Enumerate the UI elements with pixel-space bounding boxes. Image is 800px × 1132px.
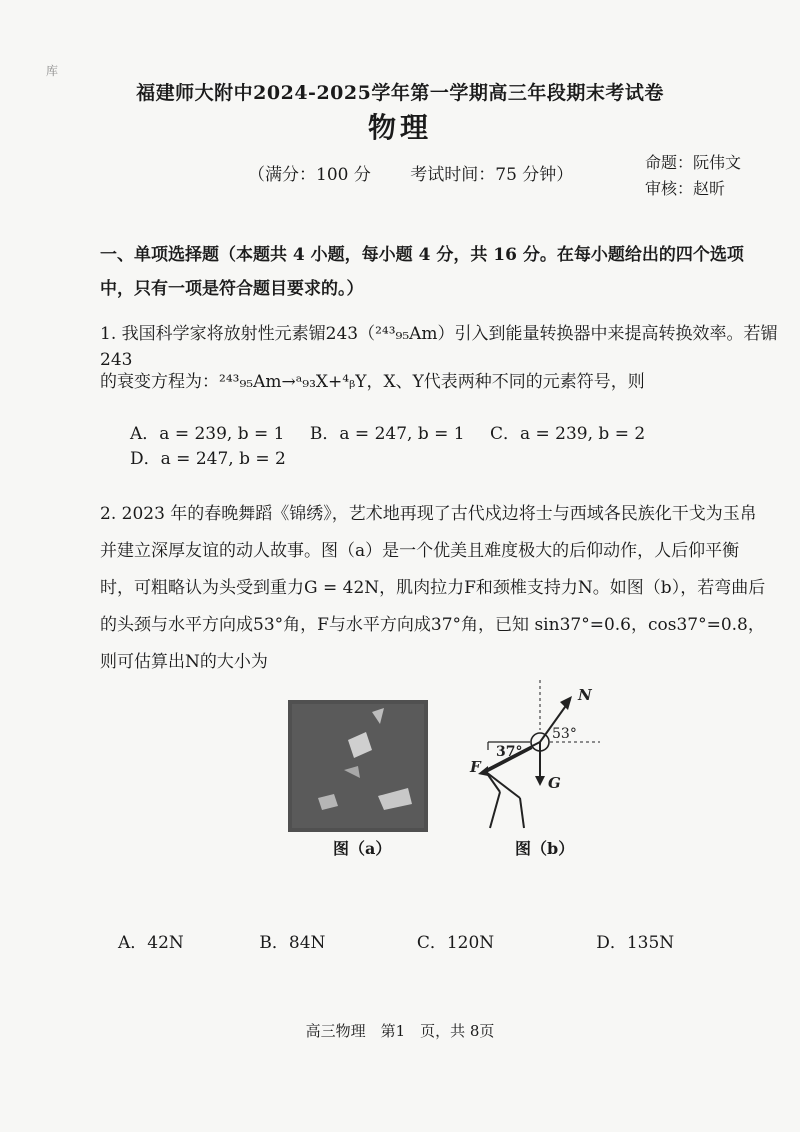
label-angle-37: 37° [496,744,523,760]
q1-option-a[interactable]: A．a = 239, b = 1 [130,424,285,444]
figure-b-caption: 图（b） [515,839,575,858]
author: 命题：阮伟文 [645,153,742,172]
figure-a-photo [288,700,428,832]
label-f: F [470,758,481,776]
question-1-line-1: 1. 我国科学家将放射性元素镅243（²⁴³₉₅Am）引入到能量转换器中来提高转换效率。若镅 243 [100,324,778,370]
reviewer: 审核：赵昕 [645,179,726,198]
q1-option-c[interactable]: C．a = 239, b = 2 [489,424,646,444]
authors-block [645,150,741,202]
q2-option-b[interactable]: B．84N [259,933,326,953]
full-score: （满分：100 分 [248,165,371,185]
label-g: G [548,774,561,792]
subject-title: 物理 [367,111,432,144]
label-n: N [578,686,592,704]
corner-mark: 库 [46,64,59,78]
q1-option-d[interactable]: D．a = 247, b = 2 [130,449,286,469]
exam-time: 考试时间：75 分钟） [410,165,574,185]
score-info [248,160,607,185]
dancer-photo-icon [288,700,428,832]
q2-option-c[interactable]: C．120N [416,933,495,953]
q1-option-b[interactable]: B．a = 247, b = 1 [309,424,465,444]
figure-a-caption: 图（a） [333,839,392,858]
question-2-options [118,928,674,953]
q2-option-d[interactable]: D．135N [596,933,675,953]
label-angle-53: 53° [552,726,577,742]
question-1-options [130,419,800,469]
section-heading: 一、单项选择题（本题共 4 小题，每小题 4 分，共 16 分。在每小题给出的四个选项中，只有一项是符合题目要求的。） [100,245,744,299]
question-1-line-2: 的衰变方程为：²⁴³₉₅Am→ᵃ₉₃X+⁴ᵦY，X、Y代表两种不同的元素符号，则 [100,372,645,392]
q2-option-a[interactable]: A．42N [118,933,184,953]
exam-title: 福建师大附中2024-2025学年第一学期高三年段期末考试卷 [136,82,664,104]
page-footer: 高三物理 第1 页，共 8页 [305,1022,495,1040]
question-2-text: 2. 2023 年的春晚舞蹈《锦绣》，艺术地再现了古代戍边将士与西域各民族化干戈为玉帛并建立深厚友谊的动人故事。图（a）是一个优美且难度极大的后仰动作，人后仰平衡时，可粗略认为头受到重力G = 42N，肌肉拉力F和颈椎支持力N。如图（b），若弯曲后的头颈与水平方向成53°角，F与水平方向成37°角，已知 sin37°=0.6，cos37°=0.8，则可估算出N的大小为 [100,504,766,672]
figure-b-diagram [460,680,610,844]
